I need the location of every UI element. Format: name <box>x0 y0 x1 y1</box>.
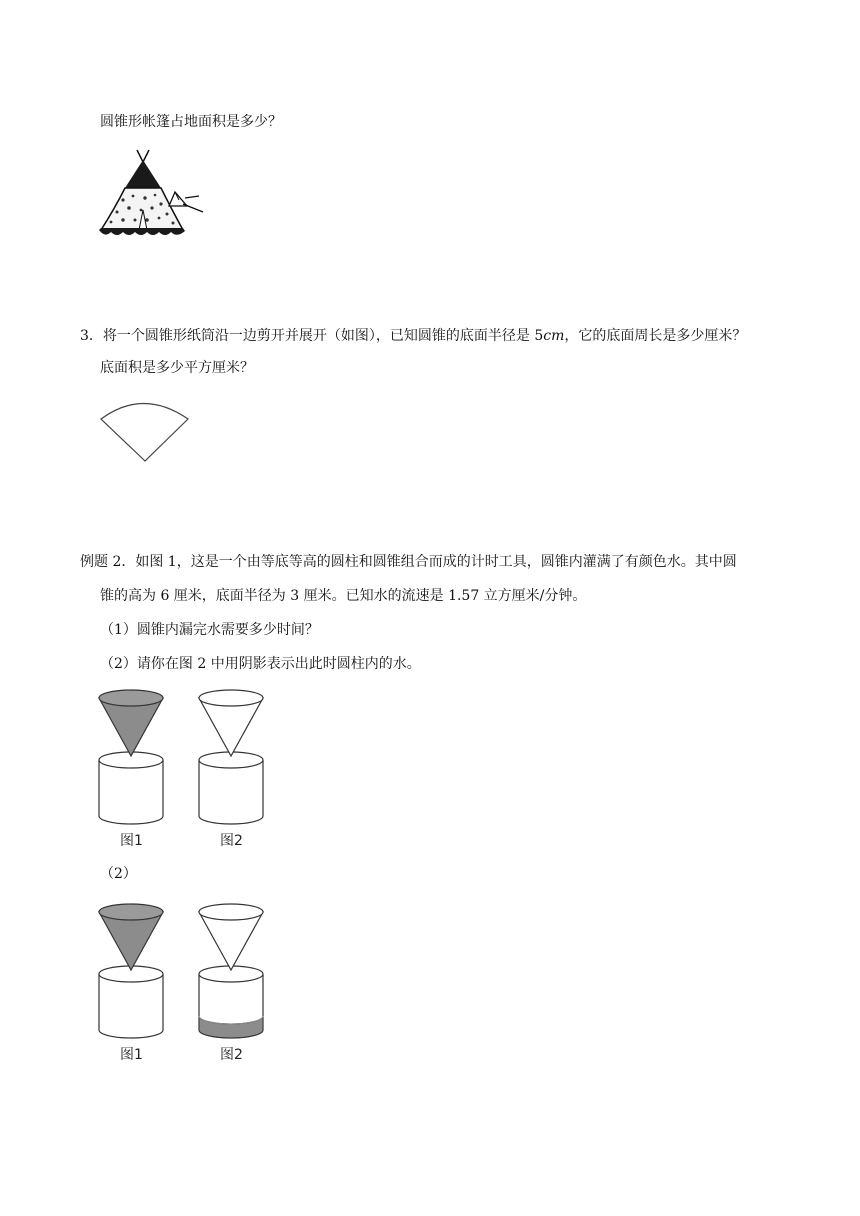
question-fig1-cone-cylinder <box>96 688 168 830</box>
q3-line1 <box>80 326 746 346</box>
example2-label: 例题 2． <box>80 554 136 570</box>
sector-diagram <box>98 398 194 466</box>
answer-fig2-cone-cylinder <box>196 902 268 1044</box>
example2-sub1: （1）圆锥内漏完水需要多少时间？ <box>100 622 319 638</box>
answer-fig2-caption: 图2 <box>220 1047 243 1063</box>
example2-line1 <box>80 552 737 572</box>
q3-number: 3． <box>80 328 103 344</box>
q3-line1-b: ，它的底面周长是多少厘米？ <box>564 328 747 344</box>
q3-unit: cm <box>543 328 565 344</box>
answer-label: （2） <box>100 866 137 882</box>
example2-line1-text: 如图 1，这是一个由等底等高的圆柱和圆锥组合而成的计时工具，圆锥内灌满了有颜色水。其中圆 <box>135 554 737 570</box>
example2-line2: 锥的高为 6 厘米，底面半径为 3 厘米。已知水的流速是 1.57 立方厘米/分钟。 <box>100 588 587 604</box>
example2-sub2: （2）请你在图 2 中用阴影表示出此时圆柱内的水。 <box>100 656 421 672</box>
q3-line1-a: 将一个圆锥形纸筒沿一边剪开并展开（如图），已知圆锥的底面半径是 5 <box>102 328 544 344</box>
tent-illustration <box>95 148 210 240</box>
question-tail-text: 圆锥形帐篷占地面积是多少？ <box>100 114 282 130</box>
question-fig2-caption: 图2 <box>220 833 243 849</box>
question-fig1-caption: 图1 <box>120 833 143 849</box>
question-fig2-cone-cylinder <box>196 688 268 830</box>
q3-line2: 底面积是多少平方厘米？ <box>100 360 254 376</box>
answer-fig1-cone-cylinder <box>96 902 168 1044</box>
answer-fig1-caption: 图1 <box>120 1047 143 1063</box>
